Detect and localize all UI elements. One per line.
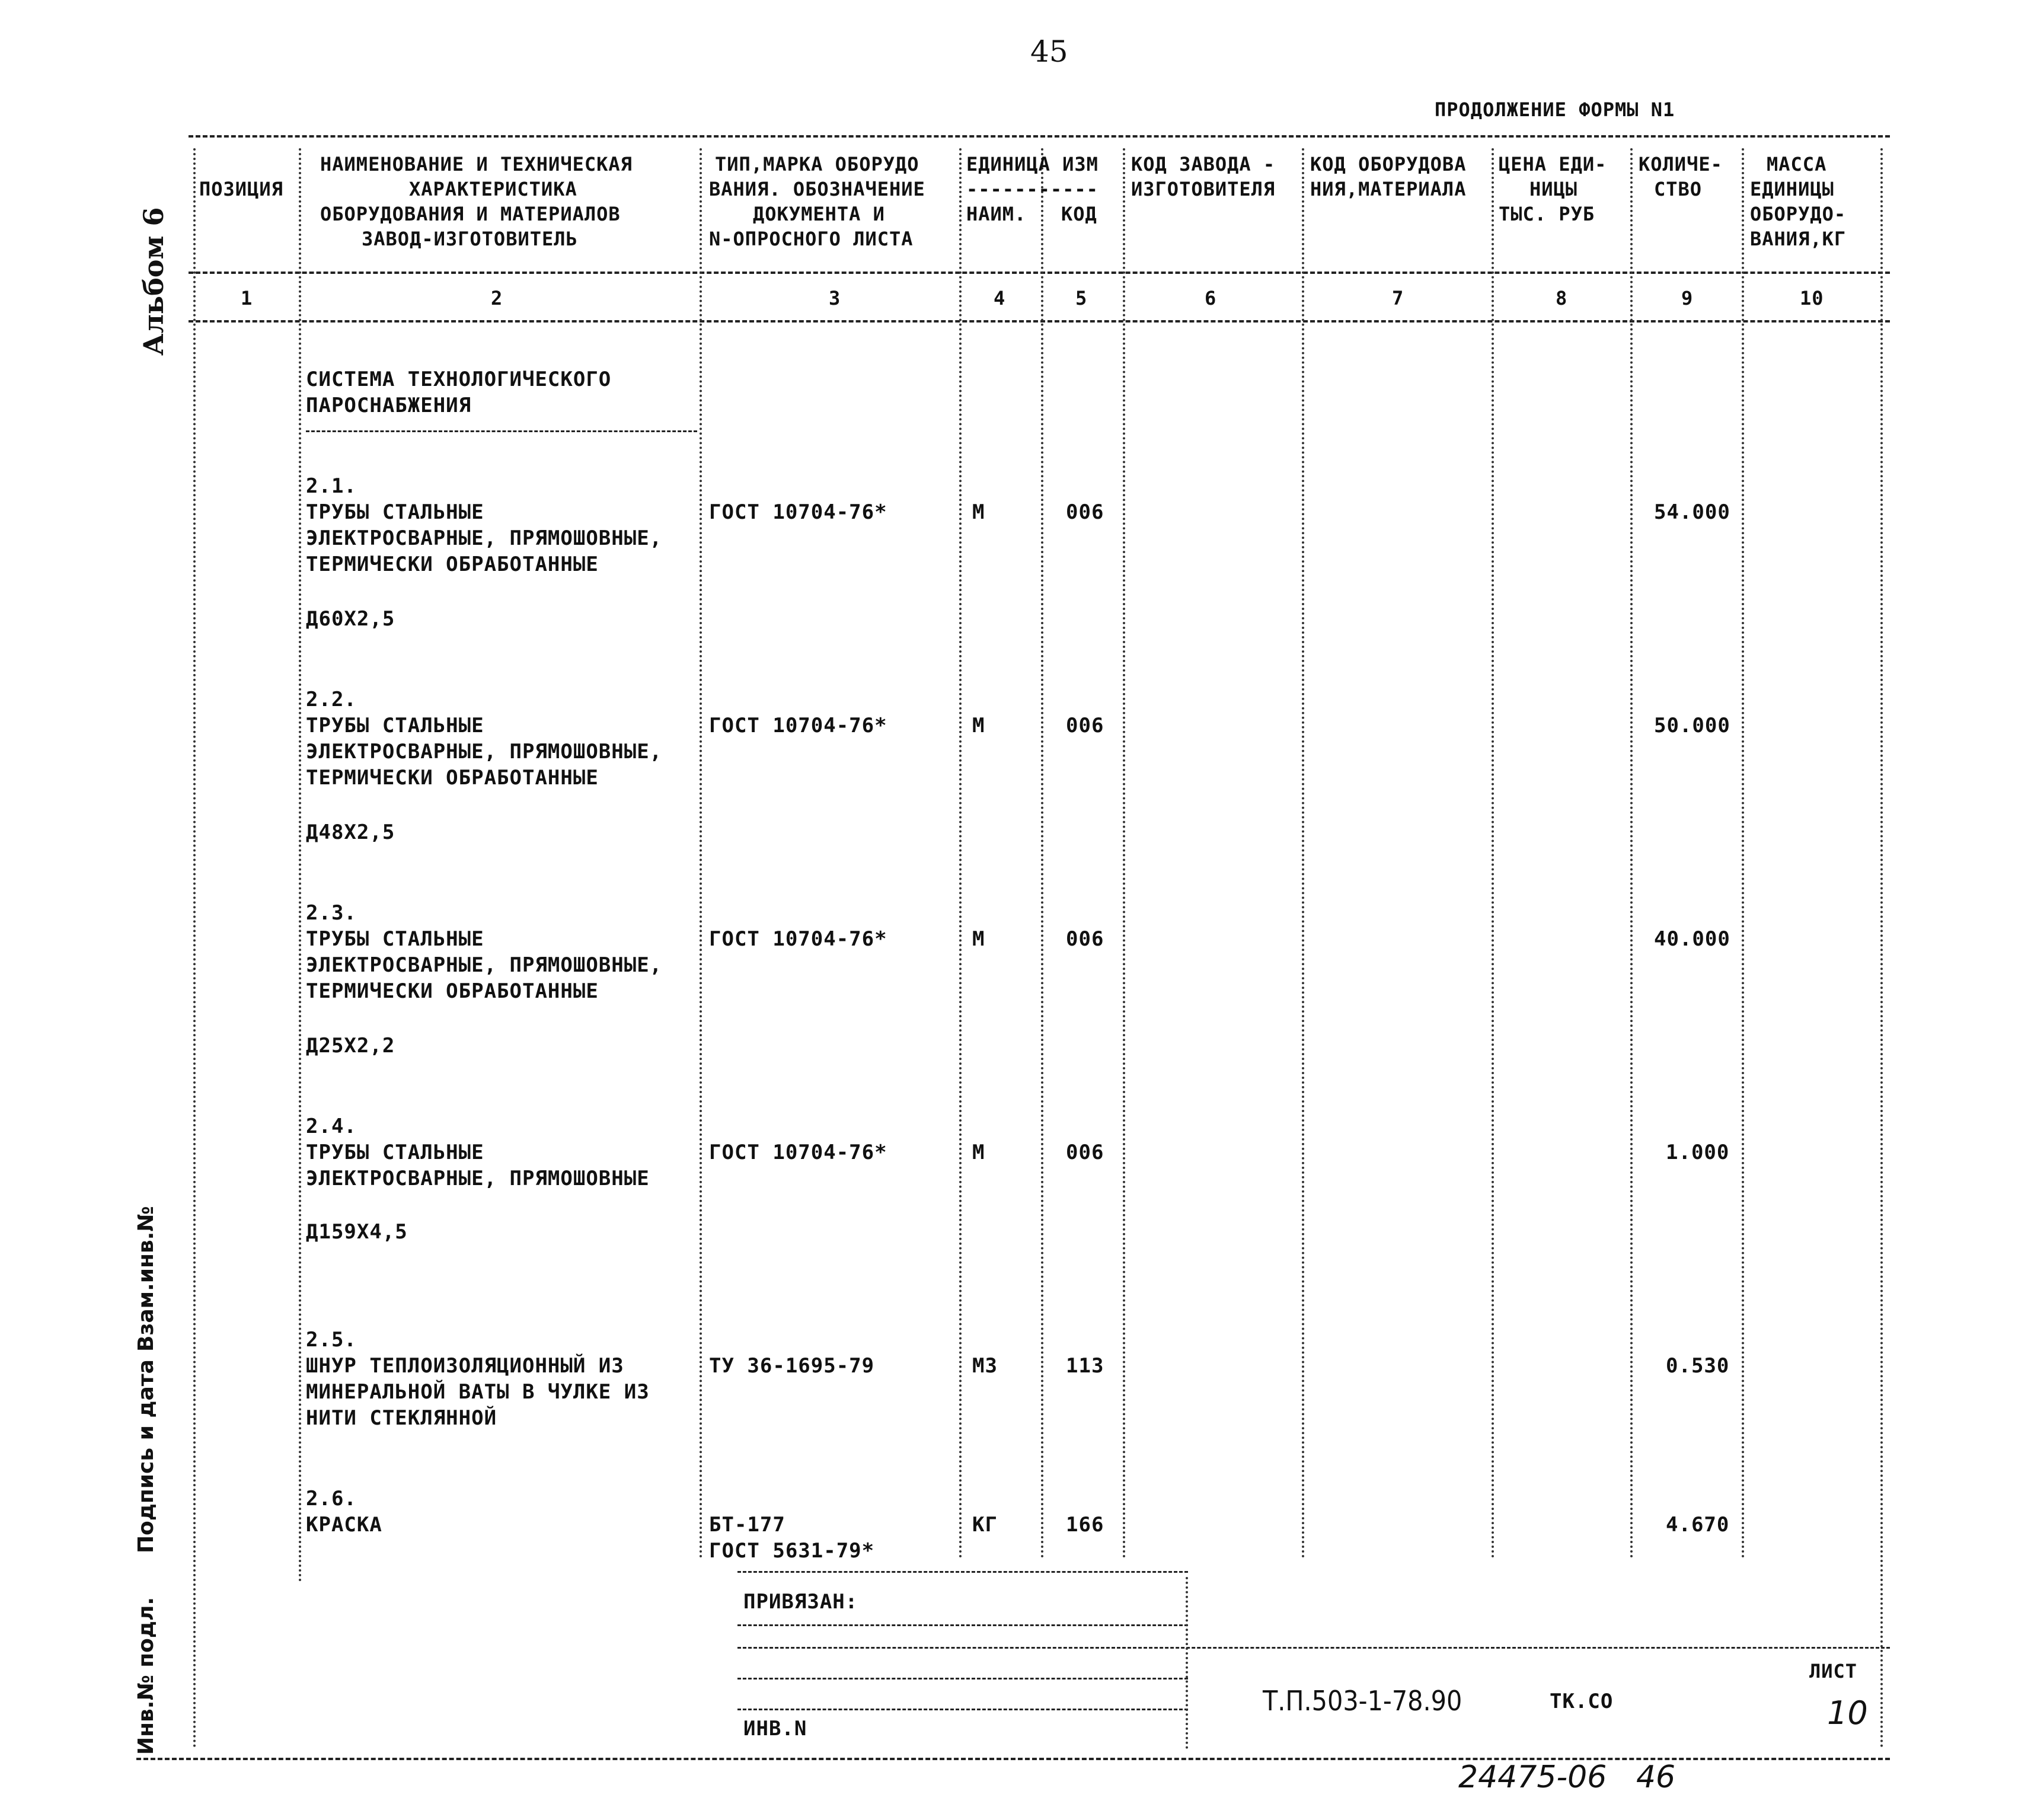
col-sep-9: [1742, 148, 1744, 1559]
item-doc: ГОСТ 10704-76*: [709, 1141, 887, 1164]
header-col8-line3: ТЫС. РУБ: [1499, 203, 1595, 225]
item-position: 2.6.: [306, 1487, 357, 1511]
colnum-9: 9: [1681, 287, 1694, 309]
document-code: Т.П.503-1-78.90: [1263, 1685, 1462, 1717]
item-unit: М: [972, 1141, 985, 1164]
colnum-1: 1: [241, 287, 253, 309]
item-name-line: ТЕРМИЧЕСКИ ОБРАБОТАННЫЕ: [306, 979, 599, 1003]
item-name-line: ШНУР ТЕПЛОИЗОЛЯЦИОННЫЙ ИЗ: [306, 1354, 624, 1378]
item-size: Д25Х2,2: [306, 1034, 395, 1058]
header-col1: ПОЗИЦИЯ: [199, 178, 283, 200]
document-suffix: ТК.СО: [1550, 1690, 1614, 1713]
header-col3-line1: ТИП,МАРКА ОБОРУДО: [715, 153, 919, 175]
item-quantity: 50.000: [1654, 714, 1730, 737]
stamp-rule-2: [737, 1624, 1188, 1626]
footer-handwritten-number: 24475-06 46: [1458, 1760, 1676, 1795]
stamp-vzam-inv: Взам.инв.№: [134, 1206, 158, 1352]
header-col3-line3: ДОКУМЕНТА И: [753, 203, 885, 225]
item-unit-code: 006: [1066, 1141, 1104, 1164]
item-size: Д60Х2,5: [306, 607, 395, 631]
item-name-line: ТЕРМИЧЕСКИ ОБРАБОТАННЫЕ: [306, 766, 599, 790]
header-col2-line4: ЗАВОД-ИЗГОТОВИТЕЛЬ: [362, 228, 578, 250]
item-doc: ГОСТ 10704-76*: [709, 714, 887, 737]
header-col3-line2: ВАНИЯ. ОБОЗНАЧЕНИЕ: [709, 178, 925, 200]
header-col2-line1: НАИМЕНОВАНИЕ И ТЕХНИЧЕСКАЯ: [320, 153, 633, 175]
item-position: 2.1.: [306, 474, 357, 498]
col-sep-4: [1041, 148, 1043, 1559]
item-doc: ГОСТ 10704-76*: [709, 927, 887, 951]
header-col2-line3: ОБОРУДОВАНИЯ И МАТЕРИАЛОВ: [320, 203, 621, 225]
item-position: 2.4.: [306, 1115, 357, 1138]
item-quantity: 54.000: [1654, 500, 1730, 524]
colnum-2: 2: [491, 287, 503, 309]
sheet-label: ЛИСТ: [1809, 1660, 1858, 1682]
continuation-title: ПРОДОЛЖЕНИЕ ФОРМЫ N1: [1435, 98, 1675, 121]
stamp-rule-5: [737, 1709, 1188, 1710]
header-col6-line1: КОД ЗАВОДА -: [1131, 153, 1276, 175]
item-quantity: 0.530: [1666, 1354, 1730, 1378]
col-sep-7: [1492, 148, 1494, 1559]
item-quantity: 40.000: [1654, 927, 1730, 951]
album-label: Альбом 6: [138, 207, 170, 356]
header-col7-line2: НИЯ,МАТЕРИАЛА: [1310, 178, 1467, 200]
col-sep-5: [1123, 148, 1125, 1559]
col-sep-3: [959, 148, 962, 1559]
item-doc: ГОСТ 10704-76*: [709, 500, 887, 524]
item-name-line: ТЕРМИЧЕСКИ ОБРАБОТАННЫЕ: [306, 553, 599, 576]
item-quantity: 1.000: [1666, 1141, 1730, 1164]
colnum-7: 7: [1392, 287, 1404, 309]
item-position: 2.5.: [306, 1328, 357, 1352]
colnum-10: 10: [1800, 287, 1824, 309]
header-col10-line3: ОБОРУДО-: [1750, 203, 1847, 225]
colnum-6: 6: [1205, 287, 1217, 309]
item-unit: КГ: [972, 1513, 998, 1537]
item-name-line: ЭЛЕКТРОСВАРНЫЕ, ПРЯМОШОВНЫЕ,: [306, 953, 663, 977]
item-name-line: ЭЛЕКТРОСВАРНЫЕ, ПРЯМОШОВНЫЕ,: [306, 526, 663, 550]
stamp-rule-1: [737, 1571, 1188, 1573]
section-title-line1: СИСТЕМА ТЕХНОЛОГИЧЕСКОГО: [306, 368, 612, 391]
item-name-line: ТРУБЫ СТАЛЬНЫЕ: [306, 927, 484, 951]
item-doc: ГОСТ 5631-79*: [709, 1539, 875, 1563]
item-size: Д159Х4,5: [306, 1220, 408, 1244]
item-doc: ТУ 36-1695-79: [709, 1354, 875, 1378]
item-unit-code: 006: [1066, 500, 1104, 524]
stamp-sep: [1186, 1577, 1188, 1749]
rule-top: [189, 135, 1890, 138]
item-name-line: МИНЕРАЛЬНОЙ ВАТЫ В ЧУЛКЕ ИЗ: [306, 1380, 650, 1404]
item-size: Д48Х2,5: [306, 820, 395, 844]
item-quantity: 4.670: [1666, 1513, 1730, 1537]
item-name-line: ЭЛЕКТРОСВАРНЫЕ, ПРЯМОШОВНЫЕ: [306, 1167, 650, 1190]
item-name-line: КРАСКА: [306, 1513, 382, 1537]
item-unit-code: 113: [1066, 1354, 1104, 1378]
header-col9-line2: СТВО: [1654, 178, 1703, 200]
col-sep-10: [1880, 148, 1883, 1749]
header-col10-line2: ЕДИНИЦЫ: [1750, 178, 1834, 200]
colnum-3: 3: [829, 287, 841, 309]
header-col8-line1: ЦЕНА ЕДИ-: [1499, 153, 1607, 175]
stamp-inv-podl: Инв.№ подл.: [134, 1597, 158, 1755]
section-title-line2: ПАРОСНАБЖЕНИЯ: [306, 394, 472, 417]
item-unit: М3: [972, 1354, 998, 1378]
item-unit-code: 006: [1066, 714, 1104, 737]
col-sep-0: [193, 148, 196, 1749]
item-unit-code: 166: [1066, 1513, 1104, 1537]
rule-numbers-bottom: [189, 320, 1890, 323]
stamp-signature-date: Подпись и дата: [134, 1359, 158, 1553]
header-col5: КОД: [1061, 203, 1097, 225]
header-col6-line2: ИЗГОТОВИТЕЛЯ: [1131, 178, 1276, 200]
col-sep-1: [299, 148, 301, 1583]
rule-header-bottom: [189, 272, 1890, 274]
header-col4: НАИМ.: [966, 203, 1027, 225]
header-col10-line4: ВАНИЯ,КГ: [1750, 228, 1847, 250]
colnum-4: 4: [994, 287, 1006, 309]
header-unit-title: ЕДИНИЦА ИЗМ: [966, 153, 1098, 175]
header-col2-line2: ХАРАКТЕРИСТИКА: [409, 178, 577, 200]
item-position: 2.3.: [306, 901, 357, 925]
header-col10-line1: МАССА: [1767, 153, 1827, 175]
header-col7-line1: КОД ОБОРУДОВА: [1310, 153, 1467, 175]
item-unit: М: [972, 500, 985, 524]
item-name-line: ТРУБЫ СТАЛЬНЫЕ: [306, 714, 484, 737]
stamp-rule-3: [737, 1647, 1890, 1649]
colnum-5: 5: [1075, 287, 1088, 309]
col-sep-8: [1630, 148, 1633, 1559]
col-sep-2: [700, 148, 702, 1559]
item-unit: М: [972, 714, 985, 737]
item-unit-code: 006: [1066, 927, 1104, 951]
section-underline: [306, 430, 697, 432]
item-name-line: ТРУБЫ СТАЛЬНЫЕ: [306, 500, 484, 524]
stamp-inv: ИНВ.N: [743, 1717, 807, 1741]
item-doc: БТ-177: [709, 1513, 785, 1537]
item-position: 2.2.: [306, 688, 357, 711]
colnum-8: 8: [1556, 287, 1568, 309]
item-name-line: ЭЛЕКТРОСВАРНЫЕ, ПРЯМОШОВНЫЕ,: [306, 740, 663, 764]
stamp-privyazan: ПРИВЯЗАН:: [743, 1590, 858, 1614]
stamp-rule-4: [737, 1678, 1188, 1679]
header-col8-line2: НИЦЫ: [1529, 178, 1578, 200]
header-unit-divider: -----------: [966, 178, 1098, 200]
item-name-line: НИТИ СТЕКЛЯННОЙ: [306, 1406, 497, 1430]
item-name-line: ТРУБЫ СТАЛЬНЫЕ: [306, 1141, 484, 1164]
col-sep-6: [1302, 148, 1304, 1559]
page-number: 45: [1030, 34, 1068, 69]
header-col3-line4: N-ОПРОСНОГО ЛИСТА: [709, 228, 914, 250]
header-col9-line1: КОЛИЧЕ-: [1639, 153, 1723, 175]
sheet-number: 10: [1827, 1694, 1868, 1732]
item-unit: М: [972, 927, 985, 951]
